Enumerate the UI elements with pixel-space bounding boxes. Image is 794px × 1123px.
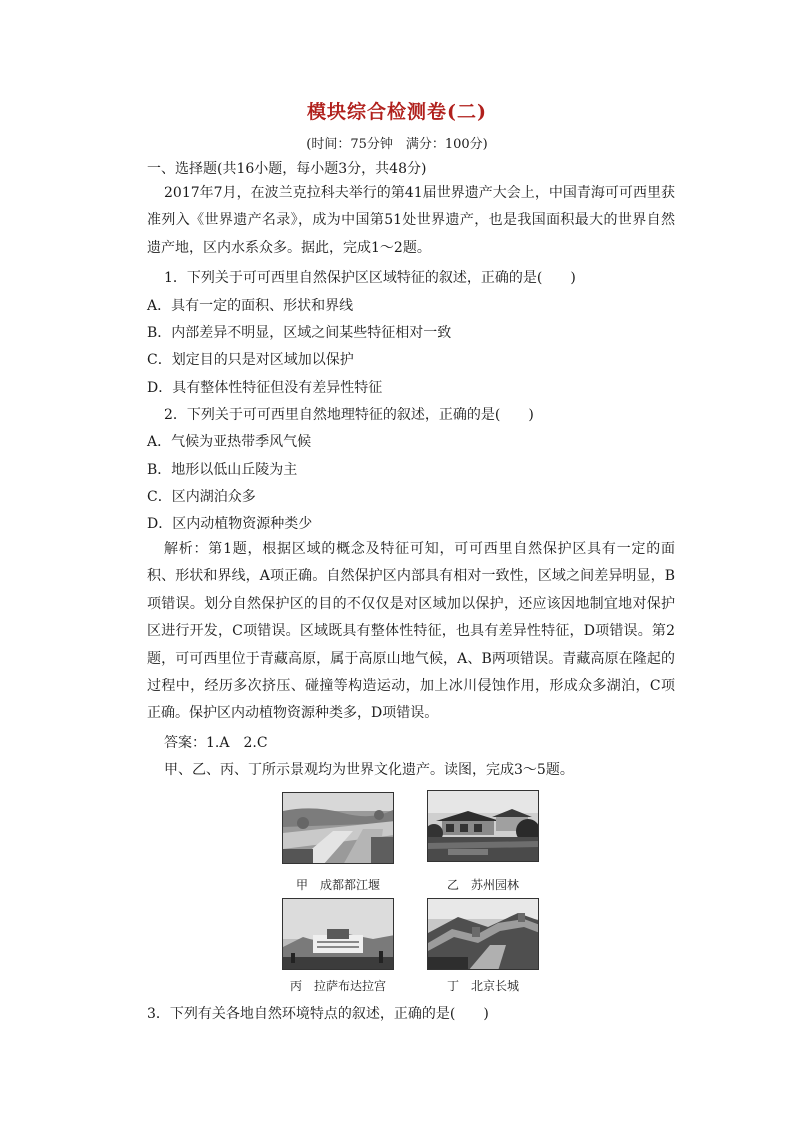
question-2-option-c: C．区内湖泊众多	[147, 489, 256, 505]
question-2-option-a: A．气候为亚热带季风气候	[147, 434, 312, 450]
question-2-stem: 2．下列关于可可西里自然地理特征的叙述，正确的是( )	[164, 407, 534, 423]
figure-caption-ding: 丁 北京长城	[446, 979, 519, 993]
analysis-paragraph: 解析：第1题，根据区域的概念及特征可知，可可西里自然保护区具有一定的面积、形状和界线，A项正确。自然保护区内部具有相对一致性，区域之间差异明显，B项错误。划分自然保护区的目的不仅仅是对区域加以保护，还应该因地制宜地对保护区进行开发，C项错误。区域既具有整体性特征，也具有差异性特征，D项错误。第2题，可可西里位于青藏高原，属于高原山地气候，A、B两项错误。青藏高原在隆起的过程中，经历多次挤压、碰撞等构造运动，加上冰川侵蚀作用，形成众多湖泊，C项正确。保护区内动植物资源种类多，D项错误。	[147, 541, 675, 722]
intro-paragraph-2: 甲、乙、丙、丁所示景观均为世界文化遗产。读图，完成3～5题。	[164, 762, 574, 778]
question-2-option-d: D．区内动植物资源种类少	[147, 516, 313, 532]
answer-line: 答案：1.A 2.C	[164, 735, 268, 751]
exam-time-score: (时间：75分钟 满分：100分)	[306, 137, 488, 152]
question-1-stem: 1．下列关于可可西里自然保护区区域特征的叙述，正确的是( )	[164, 270, 576, 286]
question-1-option-d: D．具有整体性特征但没有差异性特征	[147, 380, 383, 396]
figure-caption-bing: 丙 拉萨布达拉宫	[289, 979, 386, 993]
question-3-stem: 3．下列有关各地自然环境特点的叙述，正确的是( )	[147, 1006, 489, 1022]
question-1-option-b: B．内部差异不明显，区域之间某些特征相对一致	[147, 325, 452, 341]
question-1-option-a: A．具有一定的面积、形状和界线	[147, 298, 354, 314]
figure-caption-jia: 甲 成都都江堰	[295, 878, 380, 892]
section-heading: 一、选择题(共16小题，每小题3分，共48分)	[147, 161, 427, 177]
dujiangyan-photo	[282, 792, 394, 864]
intro-paragraph-1: 2017年7月，在波兰克拉科夫举行的第41届世界遗产大会上，中国青海可可西里获准列入《世界遗产名录》，成为中国第51处世界遗产，也是我国面积最大的世界自然遗产地，区内水系众多。据此，完成1～2题。	[147, 185, 675, 256]
page-title: 模块综合检测卷(二)	[307, 101, 487, 123]
question-2-option-b: B．地形以低山丘陵为主	[147, 462, 298, 478]
potala-palace-photo	[282, 898, 394, 970]
great-wall-photo	[427, 898, 539, 970]
suzhou-garden-photo	[427, 790, 539, 862]
figure-caption-yi: 乙 苏州园林	[446, 878, 519, 892]
question-1-option-c: C．划定目的只是对区域加以保护	[147, 352, 354, 368]
